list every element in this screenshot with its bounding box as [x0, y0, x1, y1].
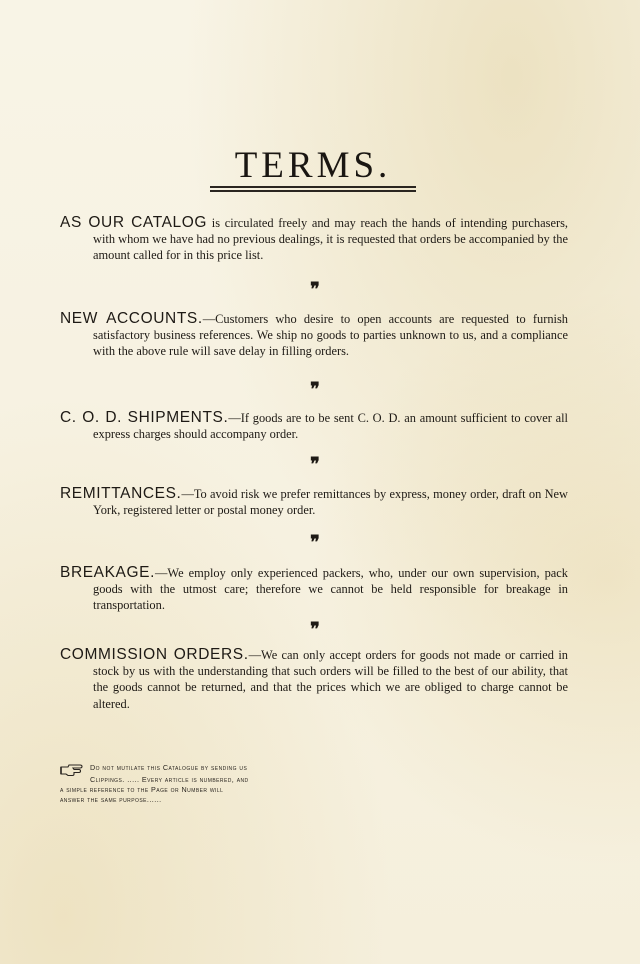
section-cod-shipments-text	[60, 410, 568, 442]
section-breakage-text	[60, 565, 568, 614]
section-new-accounts	[60, 311, 568, 360]
section-cod-shipments-body: —If goods are to be sent C. O. D. an amount sufficient to cover all express charges should accompany order.	[93, 411, 569, 442]
ornament-divider: ❞	[310, 532, 320, 553]
section-commission-orders-lead: COMMISSION ORDERS.	[60, 646, 249, 663]
section-catalog-text	[60, 215, 568, 264]
section-catalog-lead: AS OUR CATALOG	[60, 214, 208, 231]
footnote-line-4: answer the same purpose......	[60, 795, 162, 805]
footnote-text-1: Do not mutilate this Catalogue by sending us	[90, 763, 248, 772]
section-catalog	[60, 215, 568, 264]
section-remittances	[60, 486, 568, 518]
section-commission-orders	[60, 647, 568, 712]
section-remittances-lead: REMITTANCES.	[60, 485, 182, 502]
section-breakage	[60, 565, 568, 614]
section-cod-shipments	[60, 410, 568, 442]
section-remittances-body: —To avoid risk we prefer remittances by express, money order, draft on New York, registered letter or postal money order.	[93, 487, 568, 518]
ornament-divider: ❞	[310, 619, 320, 640]
footnote-line-1	[60, 763, 350, 775]
section-breakage-lead: BREAKAGE.	[60, 564, 155, 581]
section-new-accounts-body: —Customers who desire to open accounts are requested to furnish satisfactory business references. We ship no goods to parties unknown to us, and a compliance with the above rule will save delay in filling orders.	[93, 312, 568, 359]
pointing-hand-icon	[60, 763, 90, 775]
section-breakage-body: —We employ only experienced packers, who, under our own supervision, pack goods with the utmost care; therefore we cannot be held responsible for breakage in transportation.	[93, 566, 568, 613]
footnote	[60, 763, 350, 806]
ornament-divider: ❞	[310, 379, 320, 400]
section-commission-orders-body: —We can only accept orders for goods not made or carried in stock by us with the understanding that such orders will be filled to the best of our ability, that the goods cannot be returned, and that the prices which we are obliged to charge cannot be altered.	[93, 648, 568, 711]
title-rule-bottom	[210, 190, 416, 192]
page-title-wrap	[210, 144, 416, 188]
section-new-accounts-text	[60, 311, 568, 360]
ornament-divider: ❞	[310, 279, 320, 300]
section-cod-shipments-lead: C. O. D. SHIPMENTS.	[60, 409, 229, 426]
section-new-accounts-lead: NEW ACCOUNTS.	[60, 310, 203, 327]
section-commission-orders-text	[60, 647, 568, 712]
footnote-line-2: Clippings. ..... Every article is numbered, and	[90, 775, 249, 784]
title-rule-top	[210, 186, 416, 188]
section-remittances-text	[60, 486, 568, 518]
page-title: TERMS.	[234, 145, 392, 186]
section-catalog-body: is circulated freely and may reach the hands of intending purchasers, with whom we have had no previous dealings, it is requested that orders be accompanied by the amount called for in this price list.	[93, 216, 568, 263]
ornament-divider: ❞	[310, 454, 320, 475]
footnote-line-3: a simple reference to the Page or Number will	[60, 785, 224, 795]
